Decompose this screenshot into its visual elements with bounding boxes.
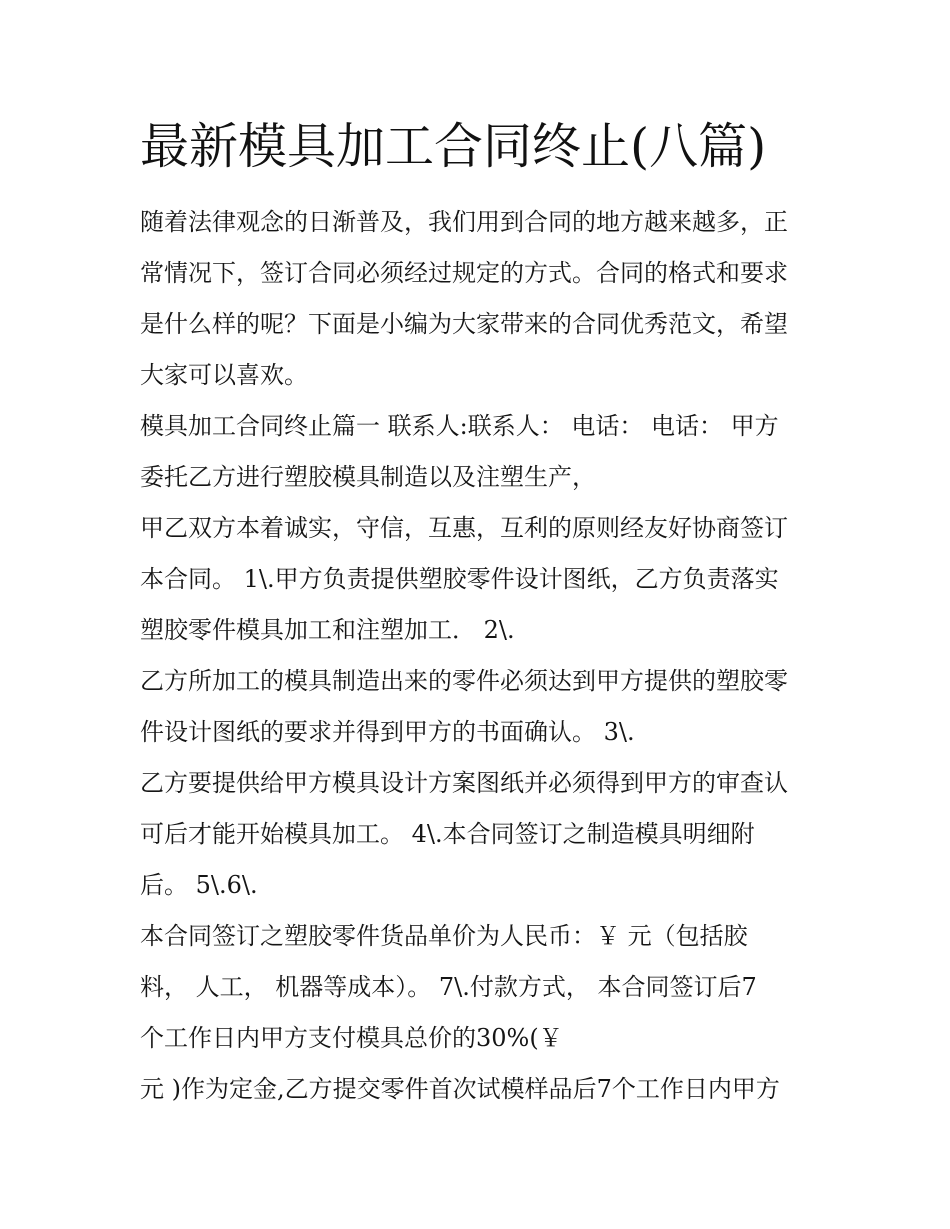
body-line: 模具加工合同终止篇一 联系人:联系人： 电话： 电话： 甲方 [140,412,779,440]
document-body [140,200,820,1118]
document-title: 最新模具加工合同终止(八篇) [140,118,767,175]
body-line: 是什么样的呢？下面是小编为大家带来的合同优秀范文，希望 [140,310,788,338]
body-line: 个工作日内甲方支付模具总价的30%(￥ [140,1024,563,1052]
body-line: 料， 人工， 机器等成本）。 7\.付款方式， 本合同签订后7 [140,973,757,1001]
body-line: 本合同。 1\.甲方负责提供塑胶零件设计图纸，乙方负责落实 [140,565,779,593]
body-line: 塑胶零件模具加工和注塑加工． 2\. [140,616,515,644]
body-line: 大家可以喜欢。 [140,361,308,389]
body-line: 乙方所加工的模具制造出来的零件必须达到甲方提供的塑胶零 [140,667,788,695]
body-line: 本合同签订之塑胶零件货品单价为人民币：￥ 元（包括胶 [140,922,748,950]
body-line: 常情况下，签订合同必须经过规定的方式。合同的格式和要求 [140,259,788,287]
body-line: 委托乙方进行塑胶模具制造以及注塑生产， [140,463,596,491]
body-line: 乙方要提供给甲方模具设计方案图纸并必须得到甲方的审查认 [140,769,788,797]
body-line: 可后才能开始模具加工。 4\.本合同签订之制造模具明细附 [140,820,755,848]
body-line: 后。 5\.6\. [140,871,258,899]
body-line: 甲乙双方本着诚实，守信，互惠，互利的原则经友好协商签订 [140,514,788,542]
body-line: 元 )作为定金,乙方提交零件首次试模样品后7个工作日内甲方 [140,1075,780,1103]
body-line: 件设计图纸的要求并得到甲方的书面确认。 3\. [140,718,635,746]
body-line: 随着法律观念的日渐普及，我们用到合同的地方越来越多，正 [140,208,788,236]
